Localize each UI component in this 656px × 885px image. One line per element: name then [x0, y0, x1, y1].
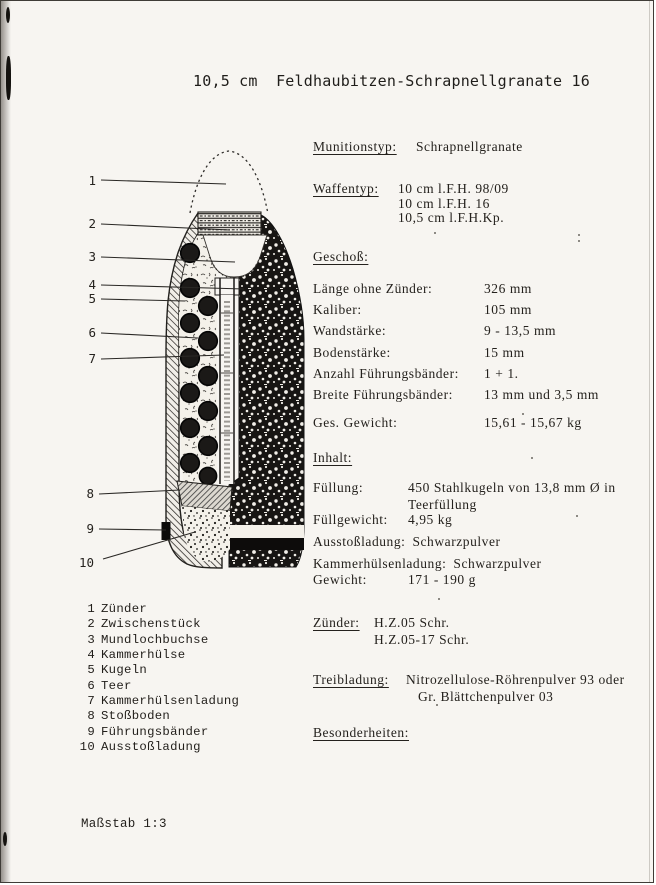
field-value: 15,61 - 15,67 kg — [484, 415, 582, 431]
heading-inhalt: Inhalt: — [313, 450, 353, 465]
callout-number: 8 — [86, 486, 94, 501]
legend-label: Kammerhülse — [101, 648, 186, 663]
section-munitionstyp — [313, 139, 523, 155]
legend-label: Führungsbänder — [101, 724, 209, 739]
scan-speck — [531, 457, 533, 459]
legend-item — [79, 648, 239, 663]
field-label: Füllung: — [313, 480, 364, 495]
legend-number: 8 — [87, 709, 95, 724]
callout-number: 5 — [88, 291, 96, 306]
scan-speck — [434, 232, 436, 234]
field-value: H.Z.05 Schr. — [374, 615, 450, 630]
shell-cross-section-diagram — [76, 141, 313, 601]
field-value: 10 cm l.F.H. 98/09 — [398, 181, 509, 196]
table-row — [313, 278, 599, 299]
field-label: Bodenstärke: — [313, 344, 391, 360]
driving-band — [229, 538, 304, 550]
legend-number: 3 — [87, 632, 95, 647]
section-treibladung — [313, 671, 625, 706]
legend-label: Kammerhülsenladung — [101, 694, 240, 709]
section-waffentyp — [313, 181, 509, 226]
heading-geschoss: Geschoß: — [313, 249, 369, 264]
fuze-nose-dashed-outline — [190, 151, 268, 214]
field-value: 450 Stahlkugeln von 13,8 mm Ø in — [408, 480, 616, 495]
field-label: Waffentyp: — [313, 181, 379, 196]
field-value: 4,95 kg — [408, 512, 453, 527]
field-label: Ausstoßladung: — [313, 534, 406, 549]
callout-number: 10 — [78, 555, 94, 570]
callout-number: 4 — [88, 277, 96, 292]
legend-item — [79, 694, 239, 709]
table-row — [313, 342, 599, 363]
field-label: Wandstärke: — [313, 323, 387, 339]
legend-item — [79, 709, 239, 724]
scan-edge-shadow — [1, 1, 11, 882]
legend-number: 10 — [79, 740, 95, 755]
legend-number: 1 — [87, 602, 95, 616]
field-label: Gewicht: — [313, 572, 367, 587]
driving-band-groove — [229, 525, 304, 538]
legend-item — [79, 663, 239, 678]
field-label: Breite Führungsbänder: — [313, 386, 453, 402]
field-value: 105 mm — [484, 302, 532, 318]
zwischenstueck-block — [198, 212, 261, 235]
legend-number: 2 — [87, 617, 95, 632]
scan-speck — [578, 240, 580, 242]
scan-blemish — [3, 832, 7, 846]
field-value: 1 + 1. — [484, 365, 519, 381]
field-value: Gr. Blättchenpulver 03 — [418, 689, 554, 705]
row-ausstossladung — [313, 534, 501, 550]
legend-item — [79, 617, 239, 632]
scan-edge-line — [649, 1, 650, 882]
callout-number: 3 — [88, 249, 96, 264]
geschoss-spec-table — [313, 278, 599, 433]
row-gewicht — [313, 572, 476, 588]
callout-numbers — [79, 173, 96, 570]
field-value: 10 cm l.F.H. 16 — [398, 195, 490, 211]
scale-note: Maßstab 1:3 — [81, 817, 167, 831]
diagram-legend — [79, 602, 239, 755]
legend-label: Zünder — [101, 602, 148, 616]
legend-number: 5 — [87, 663, 95, 678]
field-label: Zünder: — [313, 615, 360, 630]
field-value: Schrapnellgranate — [416, 139, 523, 154]
legend-label: Kugeln — [101, 663, 148, 678]
legend-item — [79, 602, 239, 617]
legend-number: 7 — [87, 694, 95, 709]
table-row — [313, 299, 599, 320]
field-label: Füllgewicht: — [313, 512, 388, 527]
field-value: H.Z.05-17 Schr. — [374, 632, 470, 648]
table-row — [313, 384, 599, 405]
field-label: Länge ohne Zünder: — [313, 281, 433, 296]
legend-number: 9 — [87, 724, 95, 739]
callout-number: 1 — [88, 173, 96, 188]
driving-band-section-mark — [162, 522, 171, 540]
scan-speck — [438, 598, 440, 600]
legend-label: Zwischenstück — [101, 617, 201, 632]
scan-speck — [576, 515, 578, 517]
table-row — [313, 320, 599, 341]
legend-item — [79, 679, 239, 694]
callout-number: 6 — [88, 325, 96, 340]
field-value: 326 mm — [484, 281, 532, 296]
legend-label: Teer — [101, 678, 132, 693]
legend-item — [79, 725, 239, 740]
scan-speck — [578, 234, 580, 236]
legend-label: Stoßboden — [101, 709, 171, 724]
legend-number: 4 — [87, 648, 95, 663]
legend-label: Ausstoßladung — [101, 740, 201, 755]
field-value: Schwarzpulver — [412, 534, 501, 549]
legend-item — [79, 633, 239, 648]
field-value: 9 - 13,5 mm — [484, 323, 557, 339]
field-value: 10,5 cm l.F.H.Kp. — [398, 210, 505, 225]
field-value: Schwarzpulver — [453, 556, 542, 571]
field-value: 13 mm und 3,5 mm — [484, 386, 599, 402]
field-value: Nitrozellulose-Röhrenpulver 93 oder — [406, 672, 625, 687]
field-label: Ges. Gewicht: — [313, 415, 398, 431]
legend-item — [79, 740, 239, 755]
callout-number: 7 — [88, 351, 96, 366]
field-label: Treibladung: — [313, 672, 389, 687]
field-label: Kaliber: — [313, 302, 362, 318]
field-label: Kammerhülsenladung: — [313, 556, 447, 571]
legend-label: Mundlochbuchse — [101, 632, 209, 647]
field-label: Anzahl Führungsbänder: — [313, 365, 459, 381]
row-fuellung — [313, 479, 616, 513]
field-value: 15 mm — [484, 344, 525, 360]
field-label: Munitionstyp: — [313, 139, 397, 154]
field-value: Teerfüllung — [408, 497, 477, 512]
field-value: 171 - 190 g — [408, 572, 476, 587]
row-kammerhuelsenladung — [313, 556, 542, 572]
heading-besonderheiten: Besonderheiten: — [313, 725, 409, 740]
row-fuellgewicht — [313, 512, 452, 528]
scan-blemish — [6, 7, 10, 23]
scan-blemish — [6, 56, 11, 100]
callout-number: 9 — [86, 521, 94, 536]
table-row — [313, 412, 599, 433]
table-row — [313, 363, 599, 384]
callout-number: 2 — [88, 216, 96, 231]
section-zuender — [313, 614, 469, 649]
legend-number: 6 — [87, 678, 95, 693]
page-title: 10,5 cm Feldhaubitzen-Schrapnellgranate 16 — [193, 72, 590, 90]
chamber-tube — [215, 278, 239, 484]
